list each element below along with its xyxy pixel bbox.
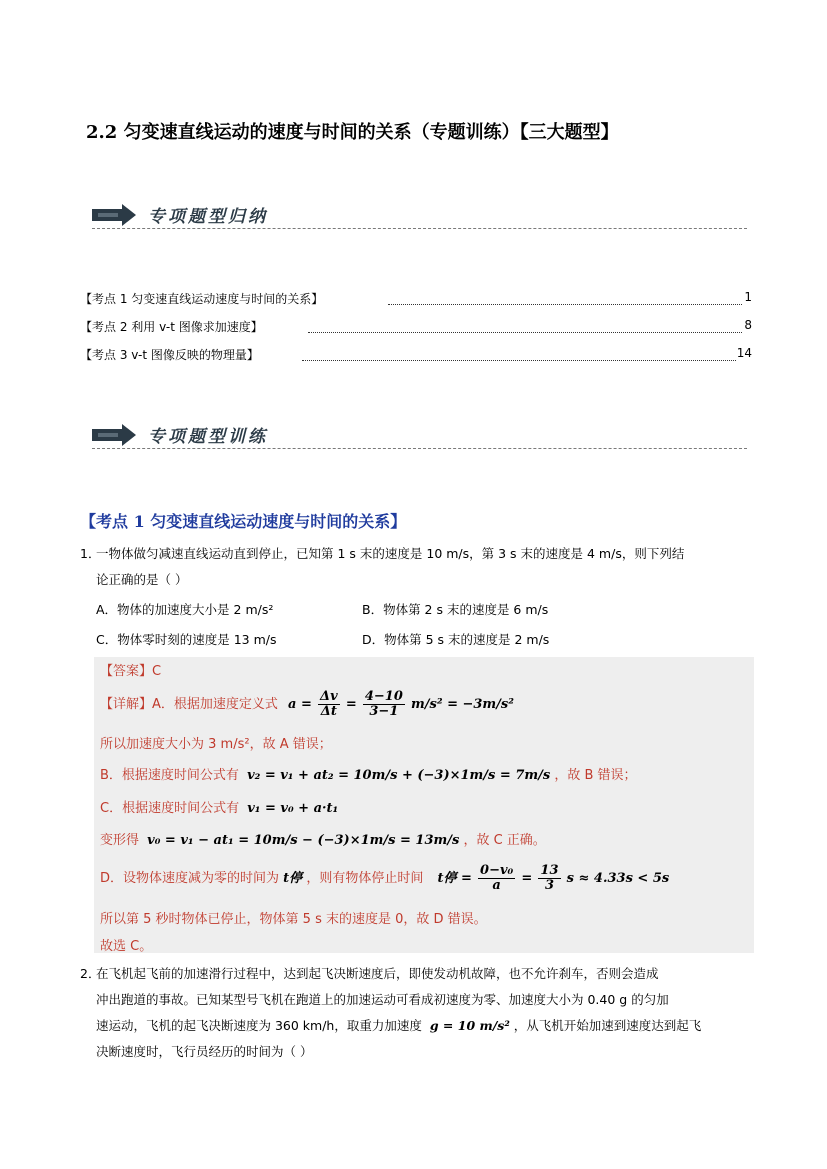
training-banner	[92, 418, 747, 452]
answer-detail-b	[100, 764, 637, 783]
detail-text: C．根据速度时间公式有	[100, 801, 240, 816]
detail-text: 变形得	[100, 833, 140, 848]
denominator: Δt	[320, 704, 337, 719]
text: ，从飞机开始加速到速度达到起飞	[513, 1018, 702, 1033]
toc-item-2[interactable]	[80, 318, 752, 338]
formula: v₁ = v₀ + a·t₁	[247, 801, 339, 816]
text: 速运动，飞机的起飞决断速度为 360 km/h，取重力加速度	[96, 1018, 422, 1033]
question-number: 1．	[80, 546, 101, 561]
toc-leader	[388, 304, 742, 305]
numerator: 0−v₀	[480, 863, 514, 878]
question-text-line: 冲出跑道的事故。已知某型号飞机在跑道上的加速运动可看成初速度为零、加速度大小为 0.40 g 的匀加	[96, 992, 669, 1007]
numerator: Δv	[320, 689, 338, 704]
detail-text: ，故 C 正确。	[463, 833, 546, 848]
answer-detail-c2	[100, 829, 546, 848]
toc-item-3[interactable]	[80, 346, 752, 366]
formula: =	[345, 697, 357, 712]
answer-detail-d	[100, 862, 669, 896]
formula: t停 =	[437, 871, 472, 886]
question-text-line: 决断速度时，飞行员经历的时间为（ ）	[96, 1044, 313, 1059]
question-text-line: 在飞机起飞前的加速滑行过程中，达到起飞决断速度后，即使发动机故障，也不允许刹车，否则会造成	[96, 966, 659, 981]
toc-leader	[302, 360, 736, 361]
detail-text: ，故 B 错误；	[554, 768, 637, 783]
denominator: 3	[544, 878, 554, 893]
question-text-line: 论正确的是（ ）	[96, 572, 188, 587]
answer-line: 故选 C。	[100, 939, 153, 954]
toc-item-1[interactable]	[80, 290, 752, 310]
denominator: a	[492, 878, 501, 893]
formula: v₀ = v₁ − at₁ = 10m/s − (−3)×1m/s = 13m/s	[147, 833, 460, 848]
toc-page-number: 8	[744, 318, 752, 332]
arrow-icon	[92, 424, 138, 446]
detail-text: 【详解】A．根据加速度定义式	[100, 697, 278, 712]
answer-line: 所以第 5 秒时物体已停止，物体第 5 s 末的速度是 0，故 D 错误。	[100, 912, 487, 927]
banner-title: 专项题型归纳	[148, 207, 268, 227]
detail-text: D．设物体速度减为零的时间为	[100, 871, 280, 886]
fraction	[478, 864, 515, 893]
option-d[interactable]: D．物体第 5 s 末的速度是 2 m/s	[362, 632, 550, 647]
option-b[interactable]: B．物体第 2 s 末的速度是 6 m/s	[362, 602, 549, 617]
formula: =	[521, 871, 533, 886]
formula: m/s² = −3m/s²	[411, 697, 514, 712]
formula: g = 10 m/s²	[429, 1018, 510, 1033]
toc-label: 【考点 1 匀变速直线运动速度与时间的关系】	[80, 290, 329, 307]
page-title: 2.2 匀变速直线运动的速度与时间的关系（专题训练）【三大题型】	[86, 122, 619, 143]
fraction	[318, 690, 340, 719]
dashed-divider	[92, 228, 747, 229]
toc-page-number: 14	[736, 346, 752, 360]
option-a[interactable]: A．物体的加速度大小是 2 m/s²	[96, 602, 274, 617]
arrow-icon	[92, 204, 138, 226]
option-c[interactable]: C．物体零时刻的速度是 13 m/s	[96, 632, 277, 647]
toc-page-number: 1	[744, 290, 752, 304]
question-1	[0, 540, 827, 600]
numerator: 13	[540, 863, 559, 878]
toc-label: 【考点 2 利用 v-t 图像求加速度】	[80, 318, 269, 335]
numerator: 4−10	[364, 689, 403, 704]
toc-leader	[308, 332, 742, 333]
detail-text: B．根据速度时间公式有	[100, 768, 239, 783]
dashed-divider	[92, 448, 747, 449]
question-2	[0, 960, 827, 1080]
formula: s ≈ 4.33s < 5s	[566, 871, 670, 886]
question-text-line	[96, 1012, 756, 1040]
answer-label: 【答案】C	[100, 664, 162, 679]
formula: v₂ = v₁ + at₂ = 10m/s + (−3)×1m/s = 7m/s	[247, 768, 551, 783]
banner-title: 专项题型训练	[148, 427, 268, 447]
question-text-line: 一物体做匀减速直线运动直到停止，已知第 1 s 末的速度是 10 m/s，第 3 s 末的速度是 4 m/s，则下列结	[96, 546, 685, 561]
question-number: 2．	[80, 966, 101, 981]
formula: a =	[288, 697, 312, 712]
summary-banner	[92, 198, 747, 232]
formula: t停	[283, 871, 303, 886]
answer-detail-a	[100, 688, 514, 722]
toc-label: 【考点 3 v-t 图像反映的物理量】	[80, 346, 265, 363]
fraction	[363, 690, 405, 719]
denominator: 3−1	[369, 704, 399, 719]
answer-detail-c	[100, 797, 338, 816]
section-heading: 【考点 1 匀变速直线运动速度与时间的关系】	[80, 512, 407, 531]
answer-line: 所以加速度大小为 3 m/s²，故 A 错误；	[100, 737, 332, 752]
fraction	[538, 864, 560, 893]
detail-text: ，则有物体停止时间	[306, 871, 424, 886]
